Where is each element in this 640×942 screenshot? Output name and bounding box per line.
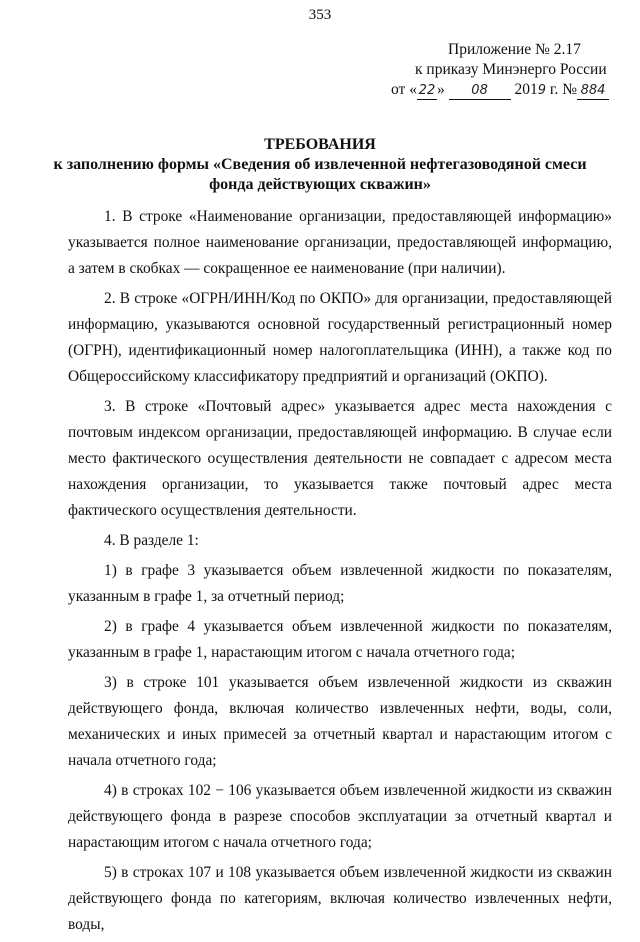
document-body (68, 204, 612, 942)
date-prefix: от « (391, 81, 417, 98)
paragraph: 3) в строке 101 указывается объем извлеченной жидкости из скважин действующего фонда, включая количество извлеченных нефти, воды, соли, механических и иных примесей за отчетный квартал и нарастающим итогом с начала отчетного года; (68, 674, 612, 769)
year-digit: 9 (537, 83, 546, 98)
paragraph: 4) в строках 102 − 106 указывается объем извлеченной жидкости из скважин действующего фонда в разрезе способов эксплуатации за отчетный квартал и нарастающим итогом с начала отчетного года; (68, 782, 612, 851)
paragraph: 3. В строке «Почтовый адрес» указывается адрес места нахождения с почтовым индексом организации, предоставляющей информацию. В случае если место фактического осуществления деятельности не совпадает с адресом места нахождения организации, то указывается также почтовый адрес места фактического осуществления деятельности. (68, 398, 612, 519)
paragraph: 2) в графе 4 указывается объем извлеченной жидкости по показателям, указанным в графе 1, нарастающим итогом с начала отчетного года; (68, 618, 612, 661)
title-line-2: к заполнению формы «Сведения об извлеченной нефтегазоводяной смеси (53, 156, 587, 173)
date-separator: » (436, 81, 449, 98)
date-month: 08 (449, 83, 511, 100)
paragraph: 4. В разделе 1: (104, 532, 199, 549)
title-heading: ТРЕБОВАНИЯ (264, 136, 376, 153)
paragraph: 5) в строках 107 и 108 указывается объем извлеченной жидкости из скважин действующего фонда по категориям, включая количество извлеченных нефти, воды, (68, 864, 612, 933)
number-prefix: г. № (545, 81, 578, 98)
appendix-header (380, 40, 620, 101)
order-number: 884 (577, 83, 609, 100)
title-line-3: фонда действующих скважин» (209, 176, 431, 193)
page-number: 353 (308, 7, 332, 23)
appendix-order-ref: к приказу Минэнерго России (415, 61, 607, 78)
appendix-number: Приложение № 2.17 (448, 41, 581, 58)
appendix-date-line (380, 80, 620, 101)
paragraph: 1) в графе 3 указывается объем извлеченной жидкости по показателям, указанным в графе 1, за отчетный период; (68, 562, 612, 605)
paragraph: 2. В строке «ОГРН/ИНН/Код по ОКПО» для организации, предоставляющей информацию, указываются основной государственный регистрационный номер (ОГРН), идентификационный номер налогоплательщика (ИНН), а также код по Общероссийскому классификатору предприятий и организаций (ОКПО). (68, 290, 612, 385)
date-day: 22 (418, 83, 436, 98)
document-title (0, 135, 640, 195)
year-prefix: 201 (510, 81, 538, 98)
paragraph: 1. В строке «Наименование организации, предоставляющей информацию» указывается полное наименование организации, предоставляющей информацию, а затем в скобках — сокращенное ее наименование (при наличии). (68, 208, 612, 277)
